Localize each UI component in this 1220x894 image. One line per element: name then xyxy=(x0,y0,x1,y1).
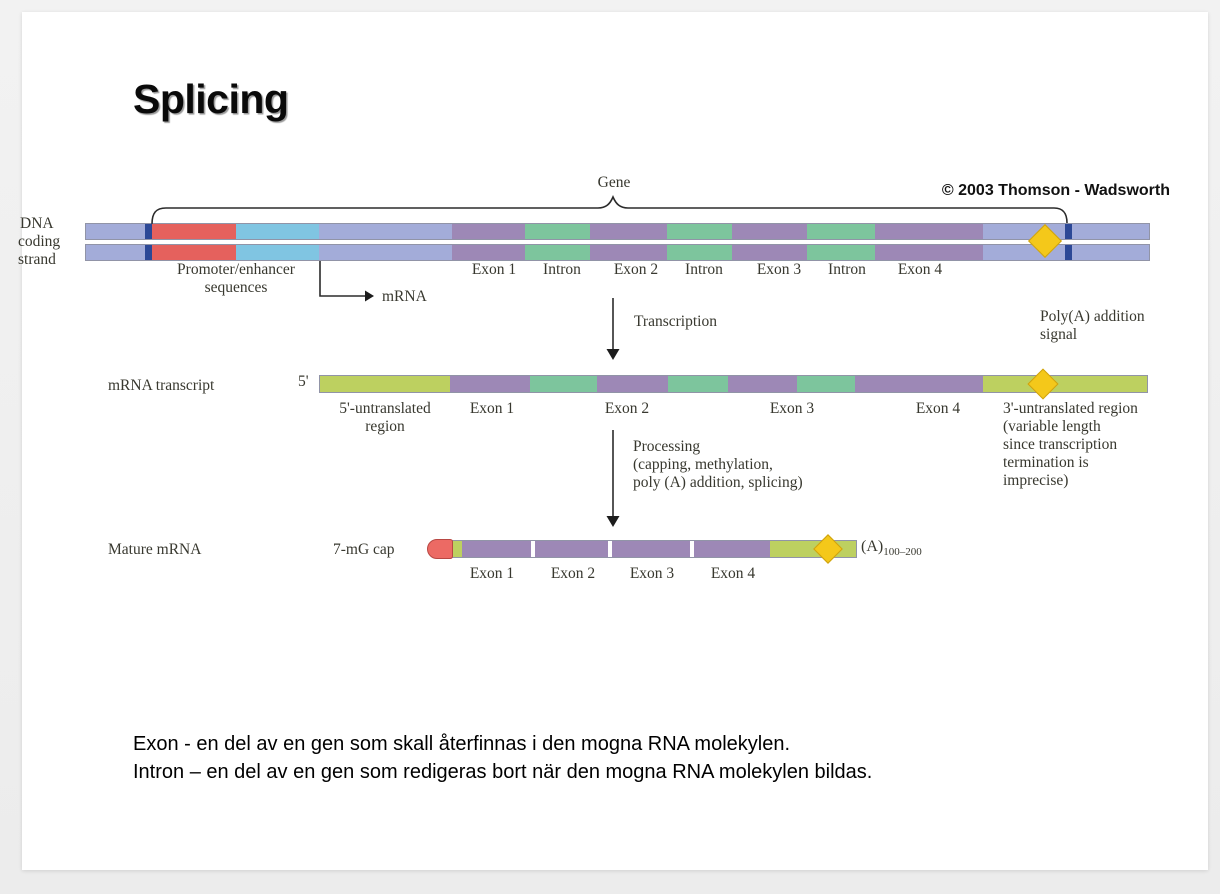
polya-signal-label-item: Poly(A) addition xyxy=(1040,308,1145,325)
dna-strand-label-item: strand xyxy=(18,251,56,268)
polya-tail-subscript: 100–200 xyxy=(883,546,922,559)
dna-coding-strand-bar-segment-exon-2 xyxy=(590,245,667,260)
mrna-transcript-bar-segment-3-untranslated-region xyxy=(983,376,1148,392)
mrna-transcript-bar-segment-intron xyxy=(797,376,855,392)
mature-mrna-bar-segment-exon-2 xyxy=(535,541,608,557)
processing-label-item: (capping, methylation, xyxy=(633,456,773,473)
slide-title: Splicing xyxy=(133,76,289,122)
dna-coding-strand-bar-segment-intron xyxy=(525,224,590,239)
dna-coding-strand-bar-segment-upstream-dna xyxy=(85,245,145,260)
dna-coding-strand-bar-segment-promoter-enhancer-2 xyxy=(236,245,319,260)
dna-coding-strand-bar-segment-exon-4 xyxy=(875,245,983,260)
mrna-bar-labels-item: region xyxy=(365,418,405,435)
dna-coding-strand-bar-segment-downstream-dna xyxy=(1072,245,1150,260)
three-utr-note-item: imprecise) xyxy=(1003,472,1069,489)
dna-coding-strand-bar-segment-downstream-dna xyxy=(1072,224,1150,239)
three-utr-note-item: (variable length xyxy=(1003,418,1101,435)
dna-coding-strand-bar-segment-gene-start-boundary xyxy=(145,224,152,239)
transcription-label-item: Transcription xyxy=(634,313,717,330)
mrna-transcript-label: mRNA transcript xyxy=(108,377,215,394)
mrna-transcript-bar-segment-exon-4 xyxy=(855,376,983,392)
three-utr-note-item: 3'-untranslated region xyxy=(1003,400,1138,417)
mature-mrna-bar-segment-exon-1 xyxy=(462,541,531,557)
mrna-transcript-bar xyxy=(319,375,1148,393)
7mg-cap-shape xyxy=(427,539,453,559)
dna-coding-strand-bar-segment-spacer-dna xyxy=(319,245,452,260)
dna-bar-labels-item: Intron xyxy=(543,261,581,278)
mrna-transcript-bar-segment-exon-3 xyxy=(728,376,797,392)
mature-mrna-bar xyxy=(452,540,857,558)
mature-bar-labels-item: Exon 4 xyxy=(710,565,756,582)
dna-coding-strand-bar-segment-exon-1 xyxy=(452,245,525,260)
dna-bar-labels-item: Intron xyxy=(685,261,723,278)
polya-tail-main: (A) xyxy=(861,538,884,555)
mrna-arrow-label: mRNA xyxy=(382,288,427,305)
mature-mrna-bar-segment-exon-4 xyxy=(694,541,770,557)
cap-label: 7-mG cap xyxy=(333,541,395,558)
mature-mrna-bar-segment-exon-3 xyxy=(612,541,690,557)
processing-label-item: Processing xyxy=(633,438,701,455)
dna-coding-strand-bar xyxy=(85,223,1150,240)
dna-coding-strand-bar-segment-exon-2 xyxy=(590,224,667,239)
copyright-text: © 2003 Thomson - Wadsworth xyxy=(941,182,1170,199)
mrna-transcript-bar-segment-5-untranslated-region xyxy=(319,376,450,392)
dna-coding-strand-bar-segment-gene-end-boundary xyxy=(1065,245,1072,260)
mature-mrna-label: Mature mRNA xyxy=(108,541,202,558)
dna-coding-strand-bar-segment-intron xyxy=(667,245,732,260)
dna-coding-strand-bar-segment-exon-1 xyxy=(452,224,525,239)
dna-bar-labels-item: Intron xyxy=(828,261,866,278)
dna-strand-label-item: DNA xyxy=(20,215,54,232)
definition-notes xyxy=(133,730,872,786)
three-utr-note-item: termination is xyxy=(1003,454,1089,471)
dna-bar-labels-item: Exon 4 xyxy=(897,261,943,278)
dna-coding-strand-bar-segment-promoter-enhancer-1 xyxy=(152,224,236,239)
dna-coding-strand-bar-segment-promoter-enhancer-1 xyxy=(152,245,236,260)
mrna-bar-labels-item: Exon 2 xyxy=(604,400,650,417)
dna-coding-strand-bar-segment-gene-start-boundary xyxy=(145,245,152,260)
dna-bar-labels-item: Exon 3 xyxy=(756,261,802,278)
dna-coding-strand-bar-segment-promoter-enhancer-2 xyxy=(236,224,319,239)
exon-definition: Exon - en del av en gen som skall återfinnas i den mogna RNA molekylen. xyxy=(133,733,791,755)
mature-bar-labels-item: Exon 3 xyxy=(629,565,675,582)
dna-coding-strand-bar-segment-exon-3 xyxy=(732,224,807,239)
mature-bar-labels-item: Exon 1 xyxy=(469,565,515,582)
dna-coding-strand-bar-segment-gene-end-boundary xyxy=(1065,224,1072,239)
promoter-label-item: sequences xyxy=(204,279,268,296)
mrna-transcript-bar-segment-intron xyxy=(530,376,597,392)
dna-coding-strand-bar xyxy=(85,244,1150,261)
dna-coding-strand-bar-segment-intron xyxy=(667,224,732,239)
mrna-bar-labels-item: Exon 1 xyxy=(469,400,515,417)
mrna-transcript-bar-segment-intron xyxy=(668,376,728,392)
five-prime-label: 5' xyxy=(298,373,309,390)
gene-label: Gene xyxy=(597,174,631,191)
dna-bar-labels-item: Exon 2 xyxy=(613,261,659,278)
dna-coding-strand-bar-segment-spacer-dna xyxy=(319,224,452,239)
dna-coding-strand-bar-segment-exon-4 xyxy=(875,224,983,239)
mrna-bar-labels-item: Exon 4 xyxy=(915,400,961,417)
three-utr-note-item: since transcription xyxy=(1003,436,1118,453)
polya-tail-label xyxy=(861,538,922,558)
mrna-transcript-bar-segment-exon-1 xyxy=(450,376,530,392)
mature-mrna-bar-segment-cap-link xyxy=(452,541,462,557)
dna-coding-strand-bar-segment-exon-3 xyxy=(732,245,807,260)
processing-label-item: poly (A) addition, splicing) xyxy=(633,474,803,491)
dna-strand-label-item: coding xyxy=(18,233,61,250)
mrna-bar-labels-item: Exon 3 xyxy=(769,400,815,417)
polya-signal-label-item: signal xyxy=(1040,326,1078,343)
mature-bar-labels-item: Exon 2 xyxy=(550,565,596,582)
intron-definition: Intron – en del av en gen som redigeras bort när den mogna RNA molekylen bildas. xyxy=(133,761,873,783)
dna-coding-strand-bar-segment-upstream-dna xyxy=(85,224,145,239)
dna-bar-labels-item: Exon 1 xyxy=(471,261,517,278)
mrna-bar-labels-item: 5'-untranslated xyxy=(339,400,431,417)
dna-coding-strand-bar-segment-intron xyxy=(525,245,590,260)
dna-coding-strand-bar-segment-intron xyxy=(807,245,875,260)
promoter-label-item: Promoter/enhancer xyxy=(177,261,295,278)
dna-coding-strand-bar-segment-intron xyxy=(807,224,875,239)
mrna-transcript-bar-segment-exon-2 xyxy=(597,376,668,392)
